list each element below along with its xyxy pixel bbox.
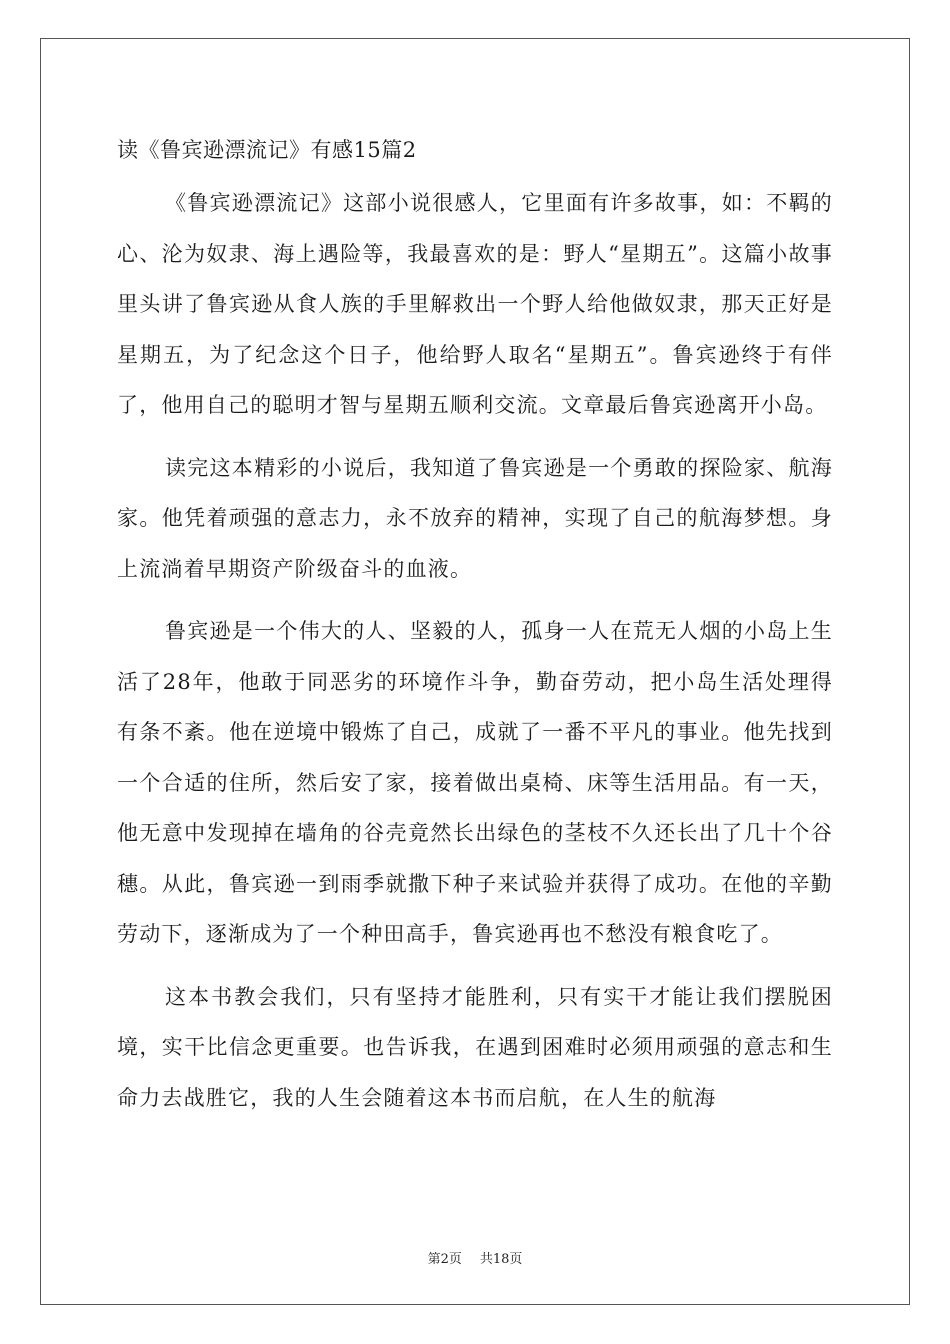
page-total: 共18页	[479, 1252, 523, 1267]
page-footer	[0, 1248, 950, 1267]
paragraph-3: 鲁宾逊是一个伟大的人、坚毅的人，孤身一人在荒无人烟的小岛上生活了28年，他敢于同恶劣的环境作斗争，勤奋劳动，把小岛生活处理得有条不紊。他在逆境中锻炼了自己，成就了一番不平凡的事业。他先找到一个合适的住所，然后安了家，接着做出桌椅、床等生活用品。有一天，他无意中发现掉在墙角的谷壳竟然长出绿色的茎枝不久还长出了几十个谷穗。从此，鲁宾逊一到雨季就撒下种子来试验并获得了成功。在他的辛勤劳动下，逐渐成为了一个种田高手，鲁宾逊再也不愁没有粮食吃了。	[117, 619, 833, 946]
document-body	[117, 128, 833, 1135]
paragraph-2: 读完这本精彩的小说后，我知道了鲁宾逊是一个勇敢的探险家、航海家。他凭着顽强的意志力，永不放弃的精神，实现了自己的航海梦想。身上流淌着早期资产阶级奋斗的血液。	[117, 455, 833, 581]
paragraph-1: 《鲁宾逊漂流记》这部小说很感人，它里面有许多故事，如：不羁的心、沦为奴隶、海上遇险等，我最喜欢的是：野人“星期五”。这篇小故事里头讲了鲁宾逊从食人族的手里解救出一个野人给他做奴隶，那天正好是星期五，为了纪念这个日子，他给野人取名“星期五”。鲁宾逊终于有伴了，他用自己的聪明才智与星期五顺利交流。文章最后鲁宾逊离开小岛。	[117, 191, 833, 417]
document-title: 读《鲁宾逊漂流记》有感15篇2	[117, 138, 417, 162]
page-number: 第2页	[427, 1252, 462, 1267]
paragraph-4: 这本书教会我们，只有坚持才能胜利，只有实干才能让我们摆脱困境，实干比信念更重要。也告诉我，在遇到困难时必须用顽强的意志和生命力去战胜它，我的人生会随着这本书而启航，在人生的航海	[117, 984, 833, 1110]
